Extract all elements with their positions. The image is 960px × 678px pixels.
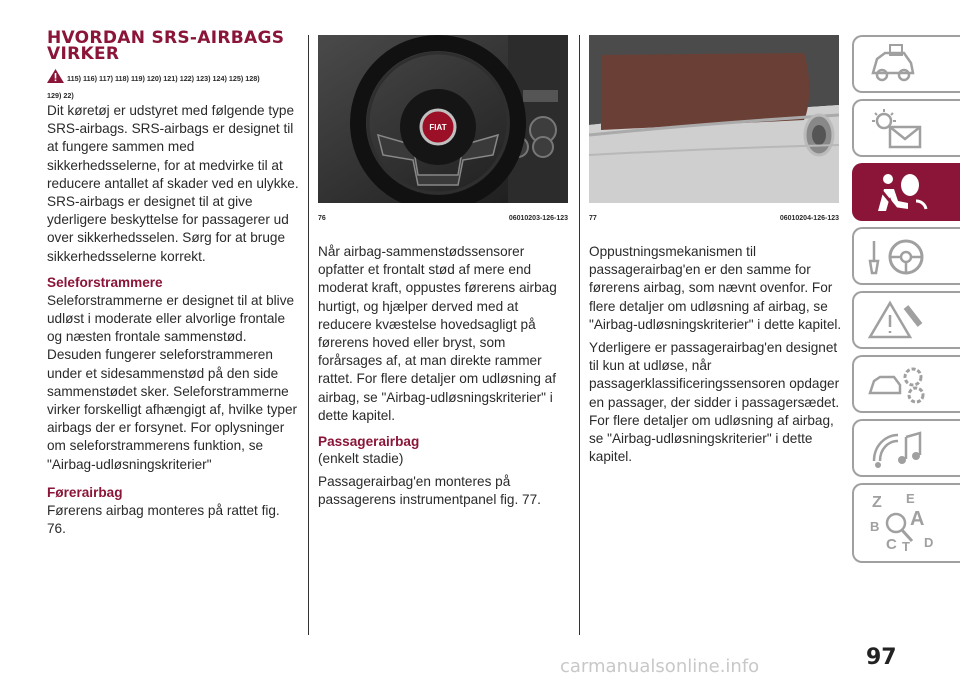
svg-text:D: D bbox=[924, 535, 934, 550]
seleforstrammere-paragraph: Seleforstrammerne er designet til at blive udløst i moderate eller alvorlige frontale og næsten frontale sammenstød. Desuden fungerer seleforstrammeren under et sidesammenstød på den side sammenstødet sker. Seleforstrammerne virker forskelligt afhængigt af, hvilke typer airbags der er forsynet. For oplysninger om seleforstrammerens funktion, se "Airbag-udløsningskriterier" bbox=[47, 292, 298, 472]
emergency-icon bbox=[868, 299, 928, 343]
figure-77-caption: 77 06010204-126-123 bbox=[589, 215, 839, 222]
oppustning-paragraph: Oppustningsmekanismen til passagerairbag'en er den samme for førerens airbag, som nævnt ovenfor. For flere detaljer om udløsning af airbag, se "Airbag-udløsningskriterier" i dette kapitel. bbox=[589, 244, 842, 332]
car-gears-icon bbox=[868, 363, 932, 407]
heading-forerairbag: Førerairbag bbox=[47, 484, 123, 500]
alphabet-index-icon bbox=[868, 491, 938, 557]
forerairbag-paragraph: Førerens airbag monteres på rattet fig. 76. bbox=[47, 502, 280, 537]
sensor-paragraph: Når airbag-sammenstødssensorer opfatter et frontalt stød af mere end moderat kraft, oppustes førerens airbag hurtigt, og hjælper derved med at reducere kvæstelse hovedsagligt på førerens hoved eller bryst, som forårsages af, at man direkte rammer rattet. For flere detaljer om udløsning af airbag, se "Airbag-udløsningskriterier" i dette kapitel. bbox=[318, 244, 557, 423]
svg-text:B: B bbox=[870, 519, 880, 534]
svg-text:E: E bbox=[906, 491, 915, 506]
warning-references: 115) 116) 117) 118) 119) 120) 121) 122) 123) 124) 125) 128) 129) 22) bbox=[47, 69, 302, 103]
tab-vehicle-overview[interactable] bbox=[852, 35, 960, 93]
svg-text:Z: Z bbox=[872, 494, 882, 511]
page-number: 97 bbox=[866, 645, 897, 670]
heading-passagerairbag: Passagerairbag bbox=[318, 434, 420, 450]
column-divider-2 bbox=[579, 35, 580, 635]
section-title: HVORDAN SRS-AIRBAGS VIRKER bbox=[47, 28, 285, 64]
passagerairbag-subtitle: (enkelt stadie) bbox=[318, 451, 404, 467]
svg-text:T: T bbox=[902, 539, 910, 554]
tab-starting-driving[interactable] bbox=[852, 227, 960, 285]
figure-76-caption: 76 06010203-126-123 bbox=[318, 215, 568, 222]
multimedia-icon bbox=[868, 427, 928, 471]
column-divider-1 bbox=[308, 35, 309, 635]
tab-index[interactable] bbox=[852, 483, 960, 563]
tab-maintenance[interactable] bbox=[852, 355, 960, 413]
tab-safety[interactable] bbox=[852, 163, 960, 221]
column-1-text bbox=[47, 102, 302, 538]
heading-seleforstrammere: Seleforstrammere bbox=[47, 274, 163, 290]
tab-multimedia[interactable] bbox=[852, 419, 960, 477]
svg-text:FIAT: FIAT bbox=[429, 123, 447, 132]
figure-76-steering-wheel bbox=[318, 35, 568, 203]
warning-lights-icon bbox=[868, 107, 928, 151]
airbag-seatbelt-icon bbox=[868, 171, 930, 217]
column-3-text bbox=[589, 243, 844, 466]
svg-text:A: A bbox=[910, 508, 925, 530]
passagerairbag-paragraph: Passagerairbag'en monteres på passagerens instrumentpanel fig. 77. bbox=[318, 474, 541, 508]
intro-paragraph: Dit køretøj er udstyret med følgende type SRS-airbags. SRS-airbags er designet til at fungere sammen med sikkerhedsselerne, for at medvirke til at reducere antallet af skader ved en ulykke. SRS-airbags er designet til at give yderligere beskyttelse for passagerer ud over sikkerhedsselen. Sørg for at bruge sikkerhedsselerne korrekt. bbox=[47, 103, 299, 264]
car-icon bbox=[868, 43, 918, 87]
watermark: carmanualsonline.info bbox=[560, 656, 760, 677]
column-2-text bbox=[318, 243, 573, 510]
yderligere-paragraph: Yderligere er passagerairbag'en designet til kun at udløse, når passagerklassificeringssensoren opdager en passager, der sidder i passagersædet. For flere detaljer om udløsning af airbag, se "Airbag-udløsningskriterier" i dette kapitel. bbox=[589, 340, 840, 465]
tab-emergency[interactable] bbox=[852, 291, 960, 349]
svg-text:C: C bbox=[886, 536, 897, 553]
tab-instrument-lights[interactable] bbox=[852, 99, 960, 157]
figure-77-passenger-dashboard bbox=[589, 35, 839, 203]
steering-wheel-icon bbox=[868, 235, 928, 279]
warning-triangle-icon bbox=[47, 69, 64, 88]
